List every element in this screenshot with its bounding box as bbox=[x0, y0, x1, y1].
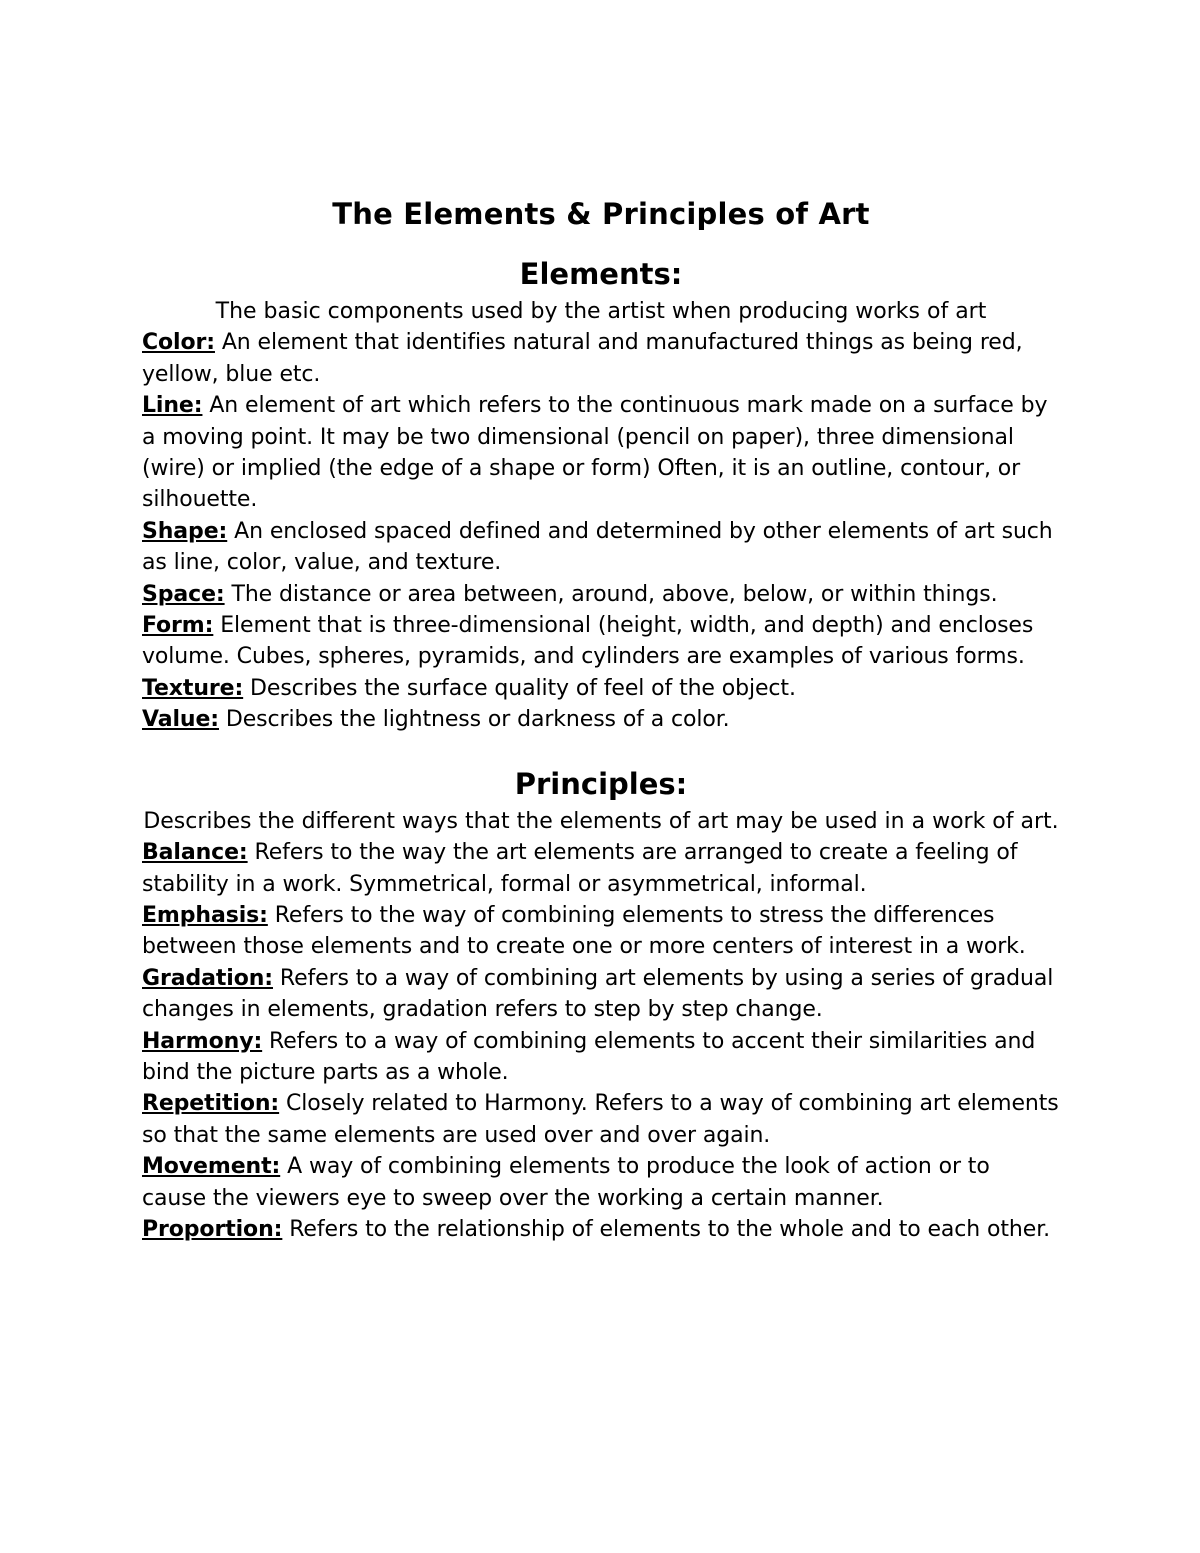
principles-intro: Describes the different ways that the elements of art may be used in a work of art. bbox=[143, 808, 1059, 834]
element-entry-form bbox=[142, 610, 1060, 673]
element-entry-value bbox=[142, 704, 1060, 735]
principle-term: Emphasis: bbox=[142, 902, 268, 928]
element-definition: Describes the lightness or darkness of a color. bbox=[219, 707, 730, 733]
element-entry-line bbox=[142, 390, 1060, 516]
element-entry-color bbox=[142, 327, 1060, 390]
principle-entry-proportion bbox=[142, 1214, 1060, 1245]
elements-heading: Elements: bbox=[519, 257, 683, 291]
principle-term: Repetition: bbox=[142, 1091, 280, 1117]
element-term: Form: bbox=[142, 613, 214, 639]
element-definition: Describes the surface quality of feel of the object. bbox=[243, 675, 796, 701]
principle-entry-repetition bbox=[142, 1088, 1060, 1151]
principle-term: Proportion: bbox=[142, 1216, 283, 1242]
element-definition: Element that is three-dimensional (height, width, and depth) and encloses volume. Cubes, spheres, pyramids, and cylinders are examples of various forms. bbox=[142, 613, 1034, 670]
principle-definition: Refers to a way of combining elements to accent their similarities and bind the picture parts as a whole. bbox=[142, 1028, 1036, 1085]
elements-intro: The basic components used by the artist when producing works of art bbox=[215, 299, 987, 324]
principle-term: Harmony: bbox=[142, 1028, 263, 1054]
element-term: Color: bbox=[142, 330, 215, 356]
element-definition: The distance or area between, around, above, below, or within things. bbox=[224, 581, 998, 607]
principle-definition: A way of combining elements to produce the look of action or to cause the viewers eye to sweep over the working a certain manner. bbox=[142, 1154, 990, 1211]
principle-definition: Refers to the way the art elements are arranged to create a feeling of stability in a work. Symmetrical, formal or asymmetrical, informal. bbox=[142, 840, 1018, 897]
element-term: Space: bbox=[142, 581, 225, 607]
document-page bbox=[142, 192, 1060, 1245]
principle-definition: Closely related to Harmony. Refers to a way of combining art elements so that the same elements are used over and over again. bbox=[142, 1091, 1059, 1148]
principle-entry-gradation bbox=[142, 963, 1060, 1026]
element-definition: An element of art which refers to the continuous mark made on a surface by a moving point. It may be two dimensional (pencil on paper), three dimensional (wire) or implied (the edge of a shape or form) Often, it is an outline, contour, or silhouette. bbox=[142, 393, 1048, 513]
principle-definition: Refers to the way of combining elements to stress the differences between those elements and to create one or more centers of interest in a work. bbox=[142, 902, 1026, 960]
element-term: Texture: bbox=[142, 675, 244, 701]
principle-entry-movement bbox=[142, 1151, 1060, 1214]
principle-definition: Refers to a way of combining art elements by using a series of gradual changes in elements, gradation refers to step by step change. bbox=[142, 965, 1054, 1023]
element-term: Value: bbox=[142, 707, 219, 733]
principle-entry-harmony bbox=[142, 1026, 1060, 1089]
document-title: The Elements & Principles of Art bbox=[332, 197, 870, 231]
principle-term: Balance: bbox=[142, 840, 248, 866]
element-definition: An enclosed spaced defined and determined by other elements of art such as line, color, value, and texture. bbox=[142, 518, 1053, 576]
principle-entry-balance bbox=[142, 837, 1060, 900]
principle-term: Movement: bbox=[142, 1154, 281, 1180]
element-definition: An element that identifies natural and manufactured things as being red, yellow, blue etc. bbox=[142, 330, 1023, 387]
principles-heading: Principles: bbox=[514, 766, 688, 801]
principle-term: Gradation: bbox=[142, 965, 273, 991]
element-term: Shape: bbox=[142, 518, 228, 544]
principle-entry-emphasis bbox=[142, 900, 1060, 963]
principle-definition: Refers to the relationship of elements to the whole and to each other. bbox=[282, 1216, 1051, 1242]
element-entry-shape bbox=[142, 516, 1060, 579]
element-entry-space bbox=[142, 579, 1060, 610]
element-entry-texture bbox=[142, 673, 1060, 704]
element-term: Line: bbox=[142, 393, 203, 419]
